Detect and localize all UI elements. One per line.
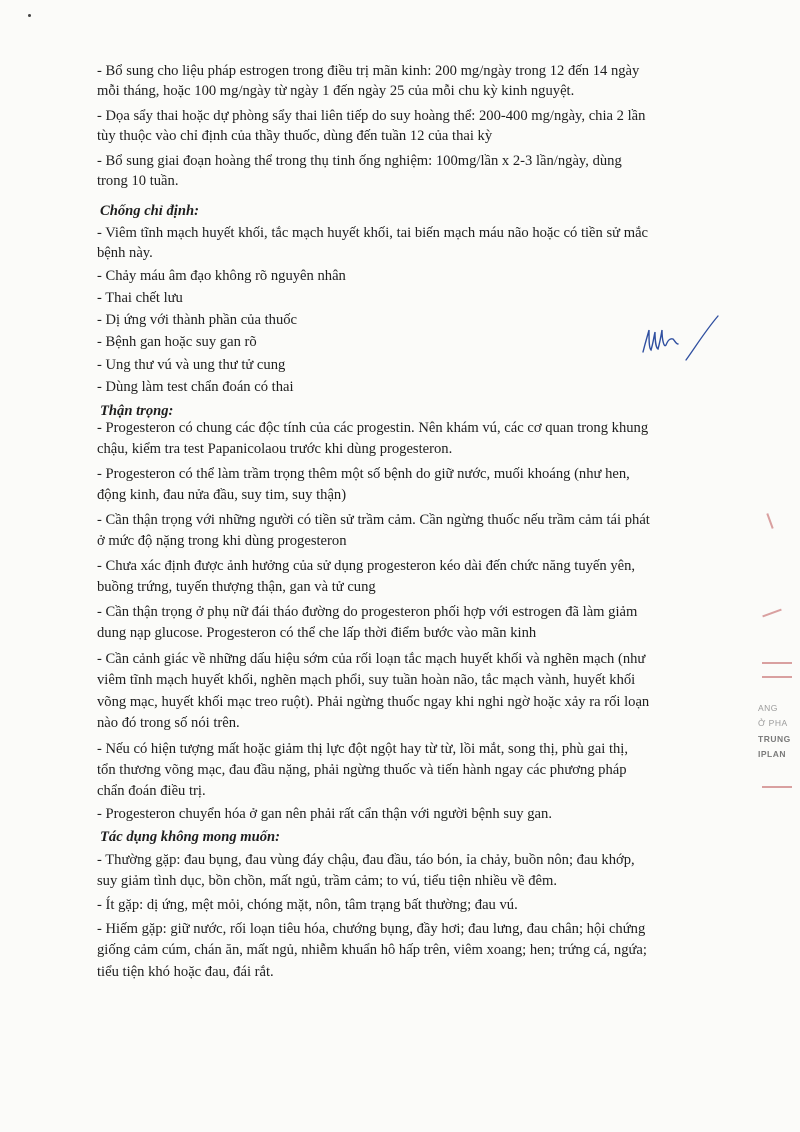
stamp-edge-line xyxy=(762,786,792,788)
text-line: - Chảy máu âm đạo không rõ nguyên nhân xyxy=(97,268,346,284)
text-line: giống cảm cúm, chán ăn, mất ngủ, nhiễm khuẩn hô hấp trên, viêm xoang; hen; trứng cá, ngứa; xyxy=(97,942,647,958)
stamp-text-2: Ở PHA xyxy=(758,718,788,728)
text-line: - Nếu có hiện tượng mất hoặc giảm thị lực đột ngột hay từ từ, lồi mắt, song thị, phù gai thị, xyxy=(97,741,629,757)
text-line: - Dùng làm test chẩn đoán có thai xyxy=(97,379,294,395)
text-line: chậu, kiểm tra test Papanicolaou trước khi dùng progesteron. xyxy=(97,441,453,457)
text-line: tùy thuộc vào chỉ định của thầy thuốc, dùng đến tuần 12 của thai kỳ xyxy=(97,128,493,144)
text-line: - Thường gặp: đau bụng, đau vùng đáy chậu, đau đầu, táo bón, ỉa chảy, buồn nôn; đau khớp, xyxy=(97,852,635,868)
section-heading: Thận trọng: xyxy=(100,403,174,419)
text-line: - Cần cảnh giác về những dấu hiệu sớm của rối loạn tắc mạch huyết khối và nghẽn mạch (như xyxy=(97,651,646,667)
stamp-text-4: IPLAN xyxy=(758,749,786,759)
stamp-edge-line xyxy=(762,676,792,678)
text-line: viêm tĩnh mạch huyết khối, nghẽn mạch phổi, suy tuần hoàn não, tắc mạch vành, huyết khối xyxy=(97,672,636,688)
section-heading: Tác dụng không mong muốn: xyxy=(100,829,281,845)
text-line: động kinh, đau nửa đầu, suy tim, suy thận) xyxy=(97,487,347,503)
text-line: trong 10 tuần. xyxy=(97,173,179,189)
text-line: - Cần thận trọng với những người có tiền sử trầm cảm. Cần ngừng thuốc nếu trầm cảm tái phát xyxy=(97,512,650,528)
text-line: dung nạp glucose. Progesteron có thể che lấp thời điểm bước vào mãn kinh xyxy=(97,625,537,641)
text-line: - Progesteron có chung các độc tính của các progestin. Nên khám vú, các cơ quan trong khung xyxy=(97,420,649,436)
text-line: - Bổ sung cho liệu pháp estrogen trong điều trị mãn kinh: 200 mg/ngày trong 12 đến 14 ngày xyxy=(97,63,640,79)
text-line: mỗi tháng, hoặc 100 mg/ngày từ ngày 1 đến ngày 25 của mỗi chu kỳ kinh nguyệt. xyxy=(97,83,575,99)
text-line: - Ung thư vú và ung thư tử cung xyxy=(97,357,286,373)
text-line: - Chưa xác định được ảnh hưởng của sử dụng progesteron kéo dài đến chức năng tuyến yên, xyxy=(97,558,636,574)
stamp-edge-mark xyxy=(762,609,781,618)
text-line: - Dọa sẩy thai hoặc dự phòng sẩy thai liên tiếp do suy hoàng thể: 200-400 mg/ngày, chia 2 lần xyxy=(97,108,646,124)
text-line: tiểu tiện khó hoặc đau, đái rắt. xyxy=(97,964,274,980)
text-line: suy giảm tình dục, bồn chồn, mất ngủ, trầm cảm; to vú, tiểu tiện nhiều về đêm. xyxy=(97,873,558,889)
text-line: - Bệnh gan hoặc suy gan rõ xyxy=(97,334,257,350)
text-line: - Hiếm gặp: giữ nước, rối loạn tiêu hóa, chướng bụng, đầy hơi; đau lưng, đau chân; hội chứng xyxy=(97,921,646,937)
text-line: - Cần thận trọng ở phụ nữ đái tháo đường do progesteron phối hợp với estrogen đã làm giảm xyxy=(97,604,638,620)
text-line: - Viêm tĩnh mạch huyết khối, tắc mạch huyết khối, tai biến mạch máu não hoặc có tiền sử mắc xyxy=(97,225,649,241)
scan-dot xyxy=(28,14,31,17)
text-line: - Bổ sung giai đoạn hoàng thể trong thụ tinh ống nghiệm: 100mg/lần x 2-3 lần/ngày, dùng xyxy=(97,153,622,169)
text-line: - Progesteron chuyển hóa ở gan nên phải rất cẩn thận với người bệnh suy gan. xyxy=(97,806,552,822)
text-line: võng mạc, huyết khối mạc treo ruột). Phải ngừng thuốc ngay khi nghi ngờ hoặc xảy ra rối loạn xyxy=(97,694,650,710)
text-line: bệnh này. xyxy=(97,245,153,261)
handwritten-signature xyxy=(640,310,720,370)
text-line: - Progesteron có thể làm trầm trọng thêm một số bệnh do giữ nước, muối khoáng (như hen, xyxy=(97,466,630,482)
text-line: - Dị ứng với thành phần của thuốc xyxy=(97,312,298,328)
text-line: buồng trứng, tuyến thượng thận, gan và tử cung xyxy=(97,579,376,595)
stamp-edge-line xyxy=(762,662,792,664)
text-line: - Ít gặp: dị ứng, mệt mỏi, chóng mặt, nôn, tâm trạng bất thường; đau vú. xyxy=(97,897,518,913)
text-line: - Thai chết lưu xyxy=(97,290,183,306)
text-line: chẩn đoán điều trị. xyxy=(97,783,206,799)
stamp-text-3: TRUNG xyxy=(758,734,791,744)
text-line: ở mức độ nặng trong khi dùng progesteron xyxy=(97,533,347,549)
text-line: tổn thương võng mạc, đau đầu nặng, phải ngừng thuốc và tiến hành ngay các phương pháp xyxy=(97,762,627,778)
stamp-text-1: ANG xyxy=(758,703,778,713)
section-heading: Chống chỉ định: xyxy=(100,203,199,219)
text-line: nào đó trong số nói trên. xyxy=(97,715,240,731)
stamp-edge-mark xyxy=(766,513,773,529)
